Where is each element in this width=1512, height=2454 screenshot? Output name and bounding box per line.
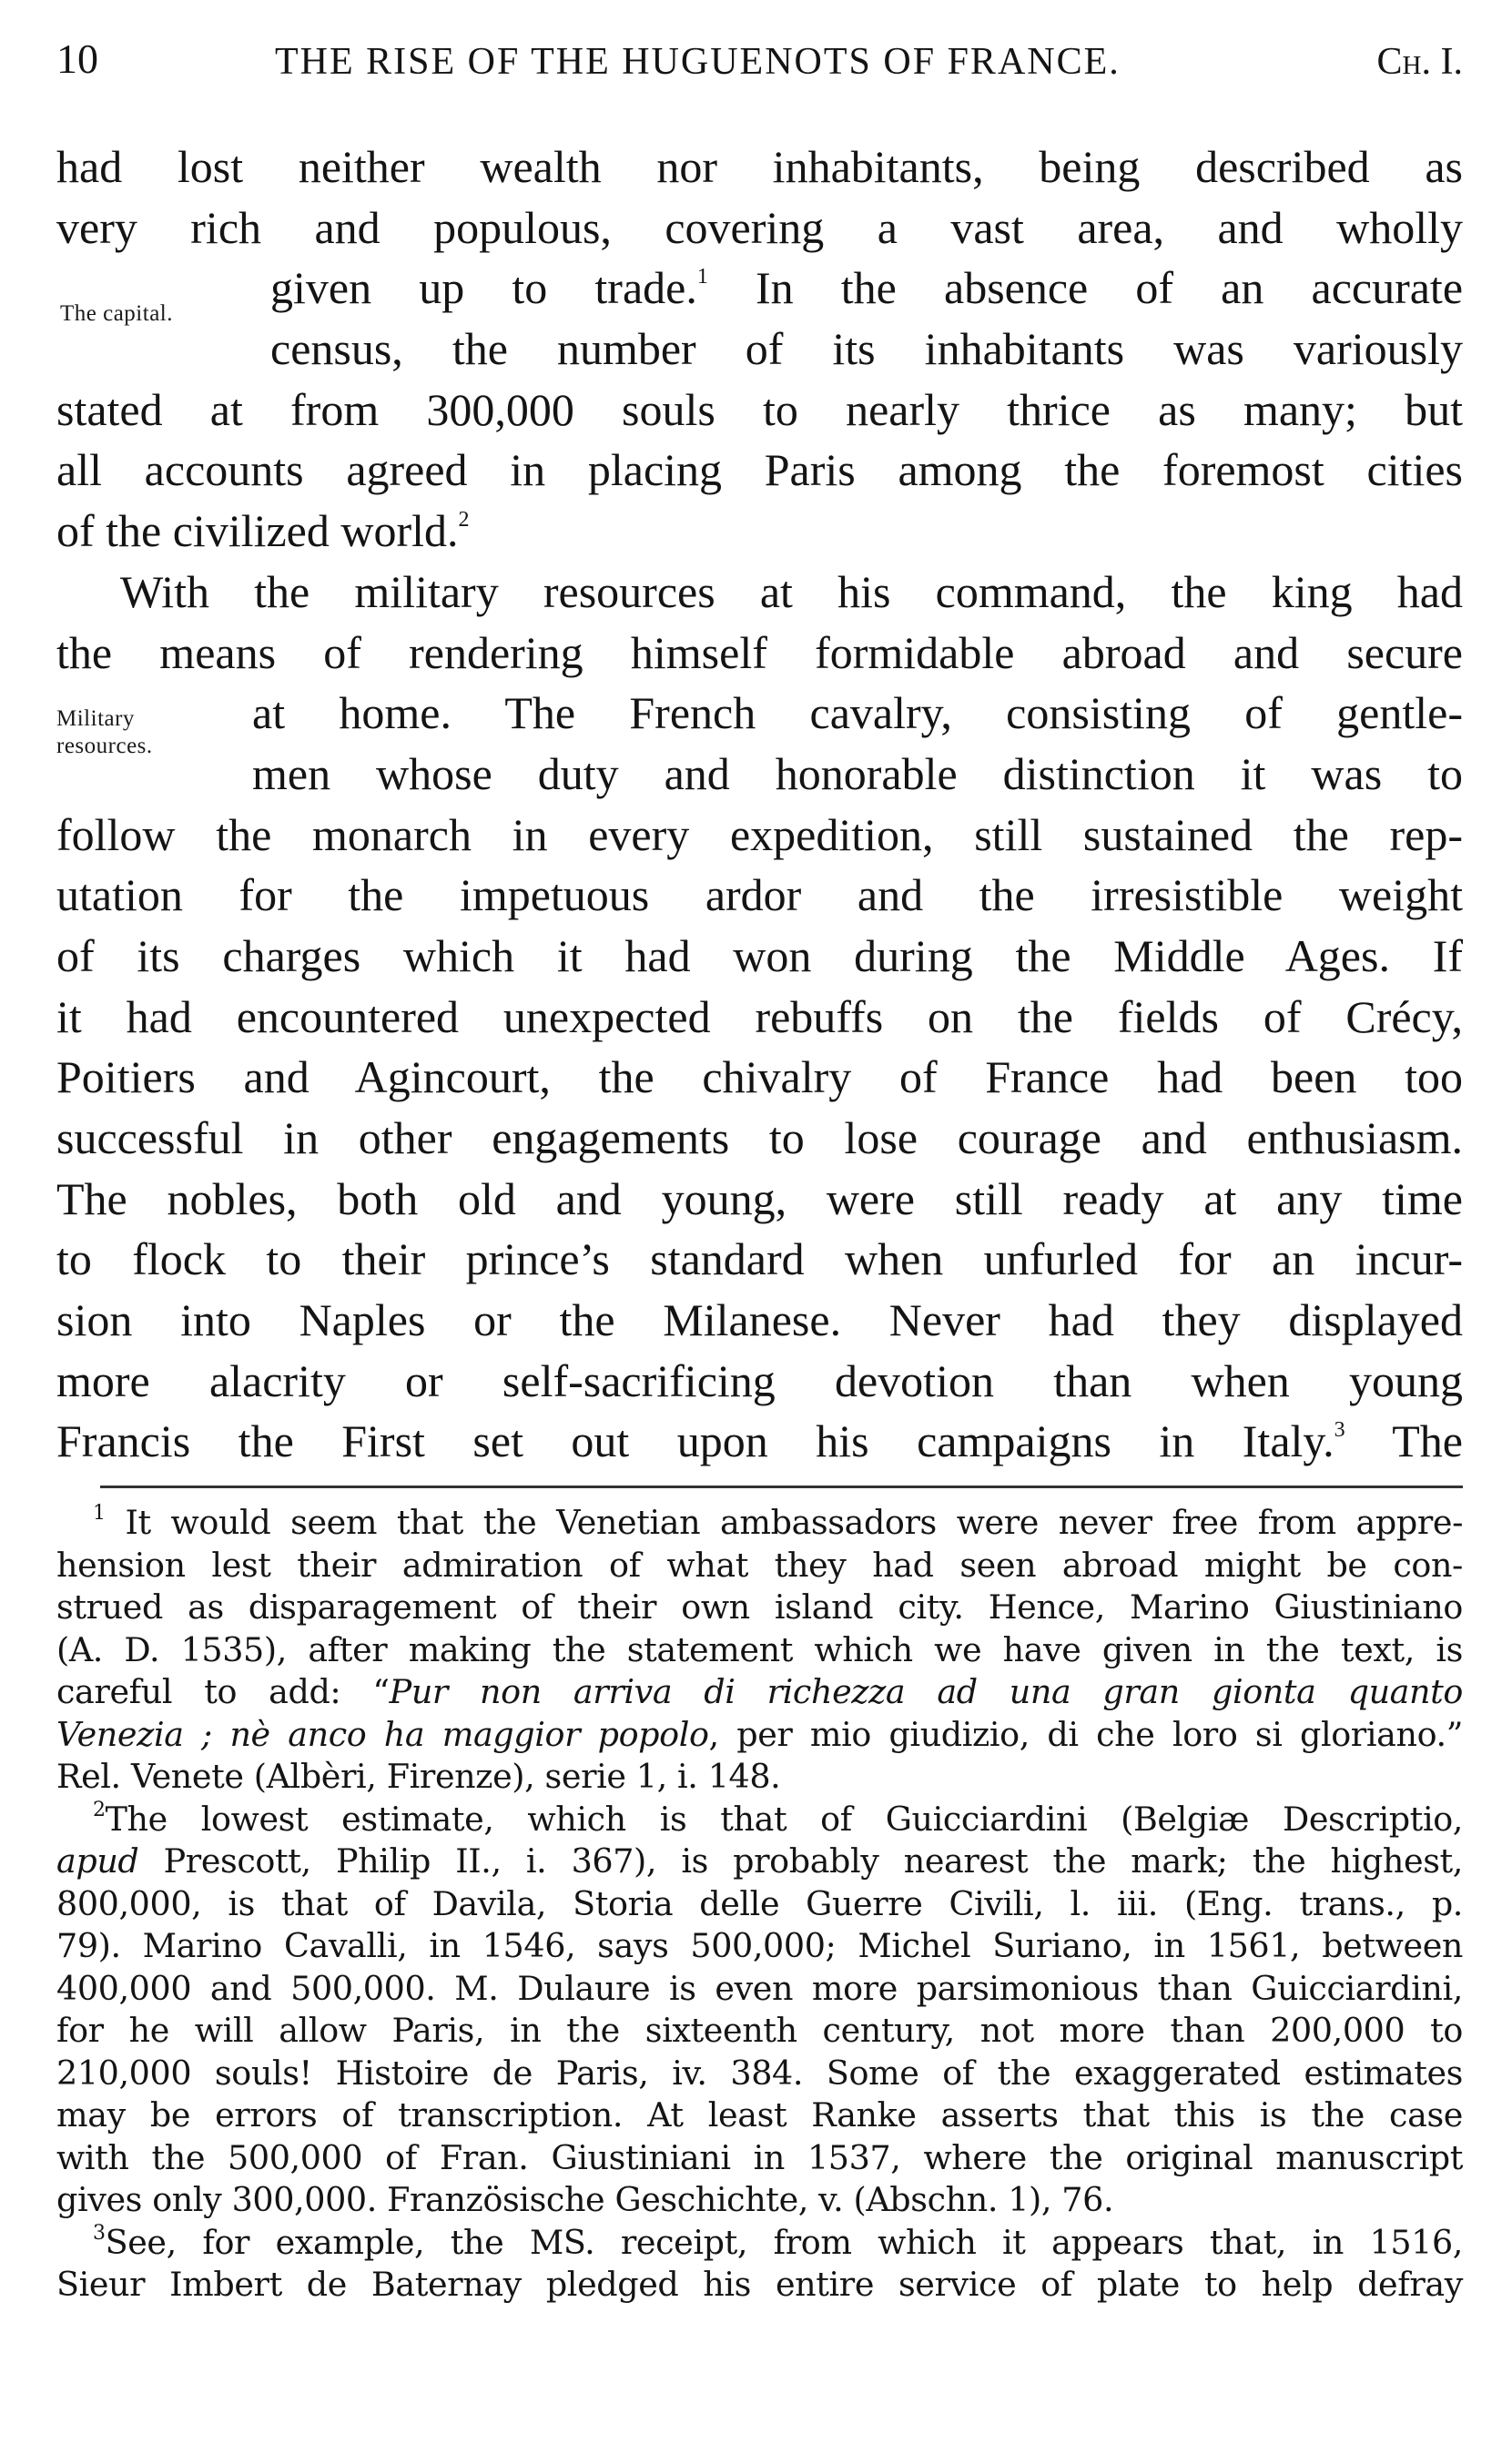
- footnote-line: for he will allow Paris, in the sixteenth century, not more than 200,000 to: [56, 2011, 1463, 2050]
- footnote-line: hension lest their admiration of what they had seen abroad might be con-: [56, 1545, 1463, 1585]
- footnote-line: $^1$ It would seem that the Venetian ambassadors were never free from appre-: [93, 1502, 1464, 1542]
- page-number: 10: [56, 35, 98, 82]
- footnote-marker: 3: [93, 2221, 106, 2245]
- footnote-line: gives only 300,000. Französische Geschichte, v. (Abschn. 1), 76.: [56, 2180, 1114, 2219]
- body-line: the means of rendering himself formidable abroad and secure: [56, 626, 1463, 678]
- body-line: stated at from 300,000 souls to nearly thrice as many; but: [56, 383, 1463, 435]
- footnote-ref: 2: [458, 508, 470, 532]
- body-line: Francis the First set out upon his campaigns in Italy.$^3$ The: [56, 1415, 1463, 1467]
- footnote-line: Sieur Imbert de Baternay pledged his entire service of plate to help defray: [56, 2265, 1463, 2304]
- running-header: [56, 35, 1463, 89]
- footnote-marker: 2: [93, 1798, 106, 1821]
- body-line: utation for the impetuous ardor and the irresistible weight: [56, 869, 1463, 921]
- running-title: THE RISE OF THE HUGUENOTS OF FRANCE.: [275, 41, 1121, 83]
- footnote-marker: 1: [93, 1502, 106, 1525]
- footnote-ref: 1: [696, 265, 708, 289]
- body-line: sion into Naples or the Milanese. Never had they displayed: [56, 1294, 1463, 1346]
- chapter-label: Ch. I.: [1376, 41, 1463, 83]
- body-line: it had encountered unexpected rebuffs on the fields of Crécy,: [56, 990, 1463, 1042]
- footnote-divider: [100, 1486, 1463, 1488]
- body-line: very rich and populous, covering a vast area, and wholly: [56, 201, 1463, 253]
- margin-note-military-line2: resources.: [56, 734, 153, 758]
- footnote-line: $^2$The lowest estimate, which is that of Guicciardini (Belgiæ Descriptio,: [93, 1798, 1463, 1839]
- footnote-line: 800,000, is that of Davila, Storia delle Guerre Civili, l. iii. (Eng. trans., p.: [56, 1883, 1463, 1923]
- body-line: to flock to their prince’s standard when unfurled for an incur-: [56, 1233, 1463, 1285]
- paragraph-start: With the military resources at his command, the king had: [120, 565, 1463, 617]
- footnote-line: (A. D. 1535), after making the statement which we have given in the text, is: [56, 1629, 1463, 1669]
- body-line: follow the monarch in every expedition, still sustained the rep-: [56, 808, 1463, 860]
- body-line: men whose duty and honorable distinction it was to: [252, 747, 1463, 799]
- body-line: census, the number of its inhabitants was variously: [270, 323, 1463, 375]
- body-line: of its charges which it had won during the Middle Ages. If: [56, 929, 1463, 981]
- body-line: successful in other engagements to lose courage and enthusiasm.: [56, 1112, 1463, 1163]
- body-line: at home. The French cavalry, consisting of gentle-: [252, 687, 1463, 739]
- footnote-line: 400,000 and 500,000. M. Dulaure is even more parsimonious than Guicciardini,: [56, 1968, 1463, 2008]
- footnote-line: with the 500,000 of Fran. Giustiniani in 1537, where the original manuscript: [56, 2137, 1463, 2177]
- body-line: The nobles, both old and young, were still ready at any time: [56, 1172, 1463, 1224]
- footnote-line: careful to add: “Pur non arriva di richezza ad una gran gionta quanto: [56, 1672, 1463, 1711]
- footnote-line: Venezia ; nè anco ha maggior popolo, per mio giudizio, di che loro si gloriano.”: [56, 1714, 1463, 1754]
- footnote-line: $^3$See, for example, the MS. receipt, from which it appears that, in 1516,: [93, 2221, 1463, 2262]
- footnote-line: 210,000 souls! Histoire de Paris, iv. 384. Some of the exaggerated estimates: [56, 2053, 1463, 2093]
- footnote-line: 79). Marino Cavalli, in 1546, says 500,000; Michel Suriano, in 1561, between: [56, 1926, 1463, 1965]
- footnote-line: Rel. Venete (Albèri, Firenze), serie 1, i. 148.: [56, 1757, 781, 1796]
- footnote-line: may be errors of transcription. At least Ranke asserts that this is the case: [56, 2095, 1463, 2135]
- margin-note-military-line1: Military: [56, 706, 135, 731]
- body-line: Poitiers and Agincourt, the chivalry of France had been too: [56, 1051, 1463, 1103]
- footnote-line: strued as disparagement of their own island city. Hence, Marino Giustiniano: [56, 1587, 1463, 1627]
- body-line: of the civilized world.$^2$: [56, 505, 470, 557]
- body-line: given up to trade.$^1$ In the absence of an accurate: [270, 262, 1464, 314]
- footnote-line: apud Prescott, Philip II., i. 367), is probably nearest the mark; the highest,: [56, 1841, 1463, 1881]
- body-text: [56, 137, 1463, 1472]
- footnotes: [56, 1502, 1463, 2307]
- body-line: more alacrity or self-sacrificing devotion than when young: [56, 1354, 1463, 1406]
- footnote-ref: 3: [1334, 1418, 1345, 1443]
- body-line: all accounts agreed in placing Paris among the foremost cities: [56, 444, 1463, 496]
- body-line: had lost neither wealth nor inhabitants, being described as: [56, 141, 1463, 192]
- margin-note-capital: The capital.: [60, 301, 173, 326]
